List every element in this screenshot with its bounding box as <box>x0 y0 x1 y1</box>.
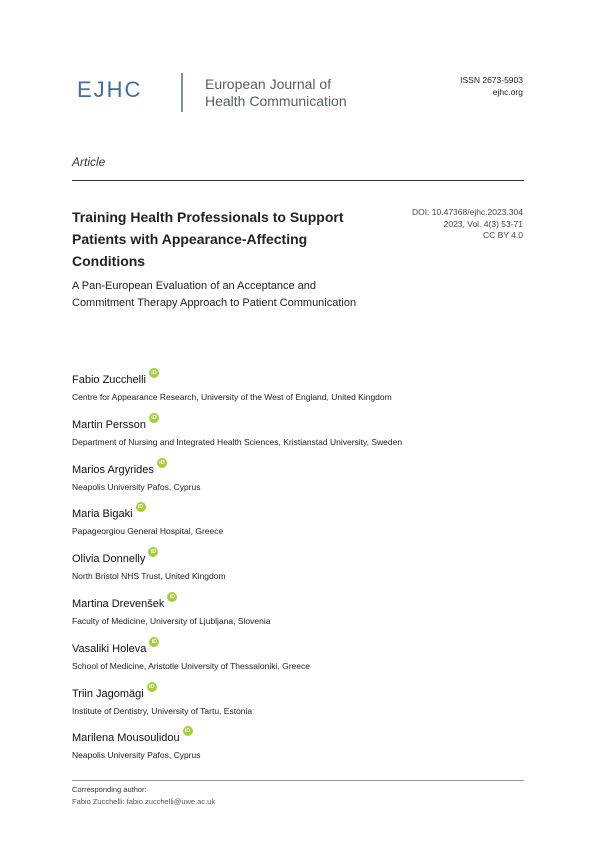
orcid-icon[interactable]: iD <box>183 726 193 736</box>
orcid-icon[interactable]: iD <box>147 682 157 692</box>
doi: DOI: 10.47368/ejhc.2023.304 <box>411 207 523 217</box>
author-entry <box>72 639 532 684</box>
author-affiliation: Department of Nursing and Integrated Health Sciences, Kristianstad University, Sweden <box>72 436 403 447</box>
author-entry <box>72 504 532 549</box>
journal-name <box>205 76 347 110</box>
journal-website: ejhc.org <box>492 87 523 97</box>
article-subtitle: A Pan-European Evaluation of an Acceptance and Commitment Therapy Approach to Patient Communication <box>72 280 357 309</box>
author-list <box>72 370 532 773</box>
author-name: Fabio Zucchelli <box>72 374 146 386</box>
orcid-icon[interactable]: iD <box>148 547 158 557</box>
author-entry <box>72 728 532 773</box>
author-affiliation: School of Medicine, Aristotle University of Thessaloniki, Greece <box>72 660 310 671</box>
issn: ISSN 2673-5903 <box>460 75 523 85</box>
header-rule <box>72 180 524 181</box>
orcid-icon[interactable]: iD <box>136 502 146 512</box>
author-affiliation: Centre for Appearance Research, University of the West of England, United Kingdom <box>72 392 392 402</box>
author-entry <box>72 549 532 594</box>
author-name: Triin Jagomägi <box>72 687 144 700</box>
orcid-icon[interactable]: iD <box>167 592 177 602</box>
orcid-icon[interactable]: iD <box>149 637 159 647</box>
author-name: Marios Argyrides <box>72 463 154 476</box>
author-name: Olivia Donnelly <box>72 553 146 566</box>
ejhc-logo-mark: EJHC <box>77 77 143 102</box>
corresponding-author-contact: Fabio Zucchelli: fabio.zucchelli@uwe.ac.uk <box>72 797 216 806</box>
orcid-icon[interactable]: iD <box>157 458 167 468</box>
journal-name-line2: Health Communication <box>205 93 347 109</box>
issn-block <box>460 74 523 98</box>
author-entry <box>72 415 532 460</box>
author-entry <box>72 684 532 729</box>
author-affiliation: Faculty of Medicine, University of Ljubljana, Slovenia <box>72 615 271 626</box>
author-affiliation: Institute of Dentistry, University of Tartu, Estonia <box>72 705 253 716</box>
logo-divider <box>181 73 183 112</box>
author-entry <box>72 370 532 415</box>
author-entry <box>72 594 532 639</box>
article-type: Article <box>72 155 106 169</box>
footer-rule <box>72 780 524 781</box>
author-name: Martina Drevenšek <box>72 597 165 610</box>
author-affiliation: Neapolis University Pafos, Cyprus <box>72 481 201 492</box>
article-meta <box>412 207 523 242</box>
author-name: Maria Bigaki <box>72 508 133 521</box>
author-name: Vasaliki Holeva <box>72 642 147 655</box>
author-name: Marilena Mousoulidou <box>72 732 180 745</box>
orcid-icon[interactable]: iD <box>149 368 159 378</box>
license: CC BY 4.0 <box>482 230 523 240</box>
author-affiliation: North Bristol NHS Trust, United Kingdom <box>72 571 226 582</box>
volume-info: 2023, Vol. 4(3) 53-71 <box>443 218 523 229</box>
journal-name-line1: European Journal of <box>205 76 332 92</box>
author-name: Martin Persson <box>72 418 146 431</box>
corresponding-author-label: Corresponding author: <box>72 785 147 794</box>
author-affiliation: Neapolis University Pafos, Cyprus <box>72 750 201 761</box>
article-title: Training Health Professionals to Support Patients with Appearance-Affecting Conditions <box>72 209 344 269</box>
author-entry <box>72 460 532 505</box>
orcid-icon[interactable]: iD <box>149 413 159 423</box>
author-affiliation: Papageorgiou General Hospital, Greece <box>72 526 224 537</box>
